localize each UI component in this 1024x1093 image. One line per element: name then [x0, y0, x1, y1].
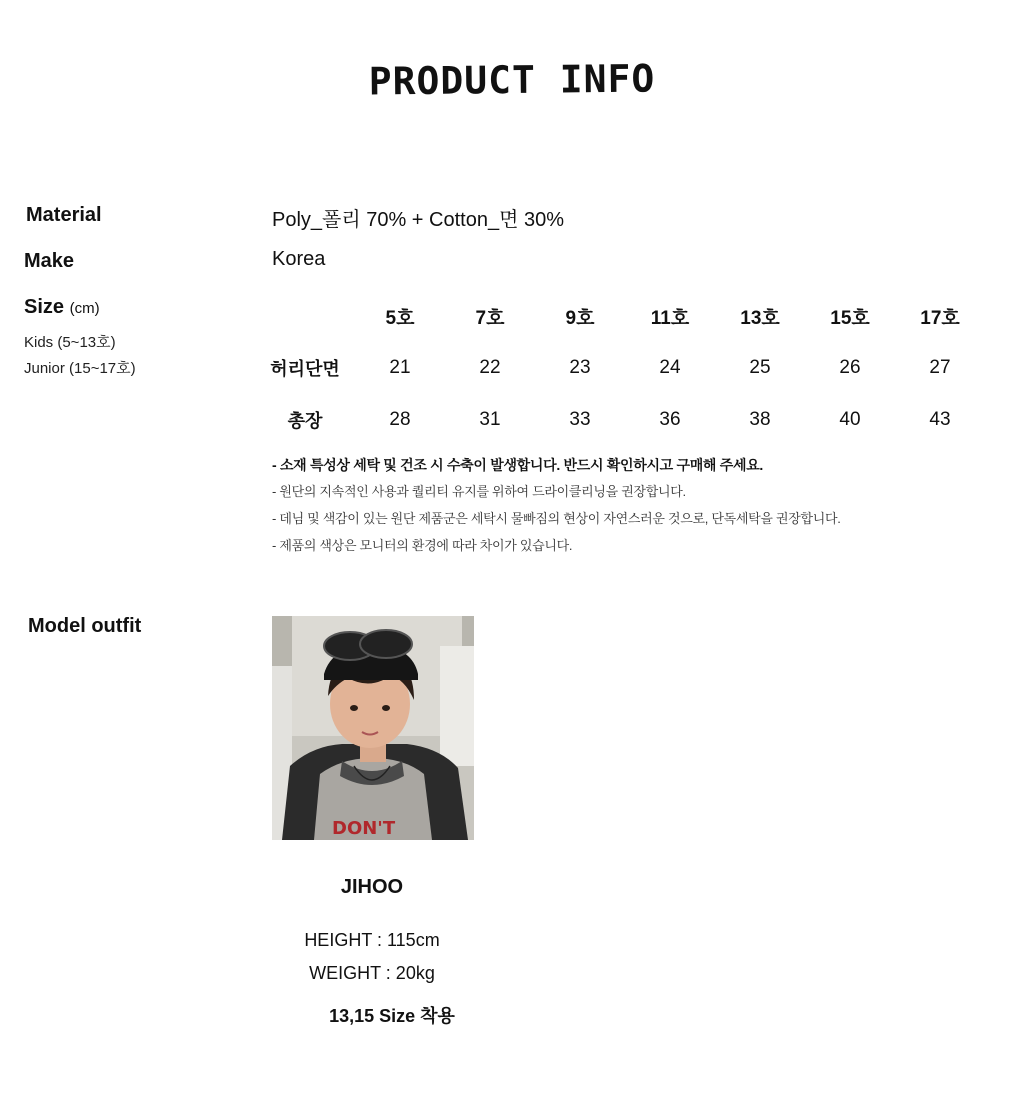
table-cell: 33 [569, 409, 591, 430]
model-weight: WEIGHT : 20kg [309, 963, 435, 983]
note-item: - 제품의 색상은 모니터의 환경에 따라 차이가 있습니다. [272, 538, 573, 553]
size-column-header: 9호 [565, 307, 595, 329]
size-label: Size [24, 296, 65, 318]
material-value: Poly_폴리 70% + Cotton_면 30% [272, 209, 565, 231]
size-column-header: 5호 [385, 307, 415, 329]
row-label-length: 총장 [287, 411, 323, 431]
table-cell: 38 [749, 409, 771, 430]
make-label: Make [24, 250, 75, 272]
model-size-worn: 13,15 Size 착용 [329, 1006, 455, 1026]
shirt-print-text: DON'T [332, 818, 396, 839]
size-column-header: 15호 [830, 307, 870, 329]
note-item: - 데님 및 색감이 있는 원단 제품군은 세탁시 물빠짐의 현상이 자연스러운 것으로, 단독세탁을 권장합니다. [272, 511, 841, 526]
model-height: HEIGHT : 115cm [304, 930, 440, 950]
size-junior-range: Junior (15~17호) [24, 360, 136, 377]
model-name: JIHOO [340, 876, 404, 898]
table-cell: 26 [839, 357, 861, 378]
care-notes [272, 455, 841, 563]
table-cell: 27 [929, 357, 951, 378]
size-unit: (cm) [69, 300, 100, 317]
table-cell: 31 [479, 409, 501, 430]
table-cell: 43 [929, 409, 951, 430]
table-cell: 40 [839, 409, 861, 430]
size-column-header: 7호 [475, 307, 505, 329]
table-cell: 23 [569, 357, 591, 378]
note-item: - 원단의 지속적인 사용과 퀄리티 유지를 위하여 드라이클리닝을 권장합니다. [272, 484, 686, 499]
size-kids-range: Kids (5~13호) [24, 334, 116, 351]
table-row [255, 394, 985, 446]
table-cell: 36 [659, 409, 681, 430]
size-column-header: 13호 [740, 307, 780, 329]
material-label: Material [26, 204, 102, 226]
make-value: Korea [272, 248, 326, 270]
row-label-waist: 허리단면 [270, 359, 340, 379]
table-cell: 22 [479, 357, 501, 378]
model-photo-illustration [272, 616, 474, 840]
model-photo [272, 616, 474, 840]
size-column-header: 11호 [650, 307, 690, 329]
size-table-header [255, 290, 985, 342]
page-title: PRODUCT INFO [368, 56, 656, 104]
table-cell: 25 [749, 357, 771, 378]
size-column-header: 17호 [920, 307, 960, 329]
table-cell: 21 [389, 357, 411, 378]
size-table [255, 290, 985, 446]
size-label-group [24, 296, 100, 319]
model-outfit-label: Model outfit [28, 615, 142, 637]
note-item: - 소재 특성상 세탁 및 건조 시 수축이 발생합니다. 반드시 확인하시고 구매해 주세요. [272, 457, 764, 473]
table-row [255, 342, 985, 394]
table-cell: 24 [659, 357, 681, 378]
size-table-corner [255, 290, 355, 342]
table-cell: 28 [389, 409, 411, 430]
